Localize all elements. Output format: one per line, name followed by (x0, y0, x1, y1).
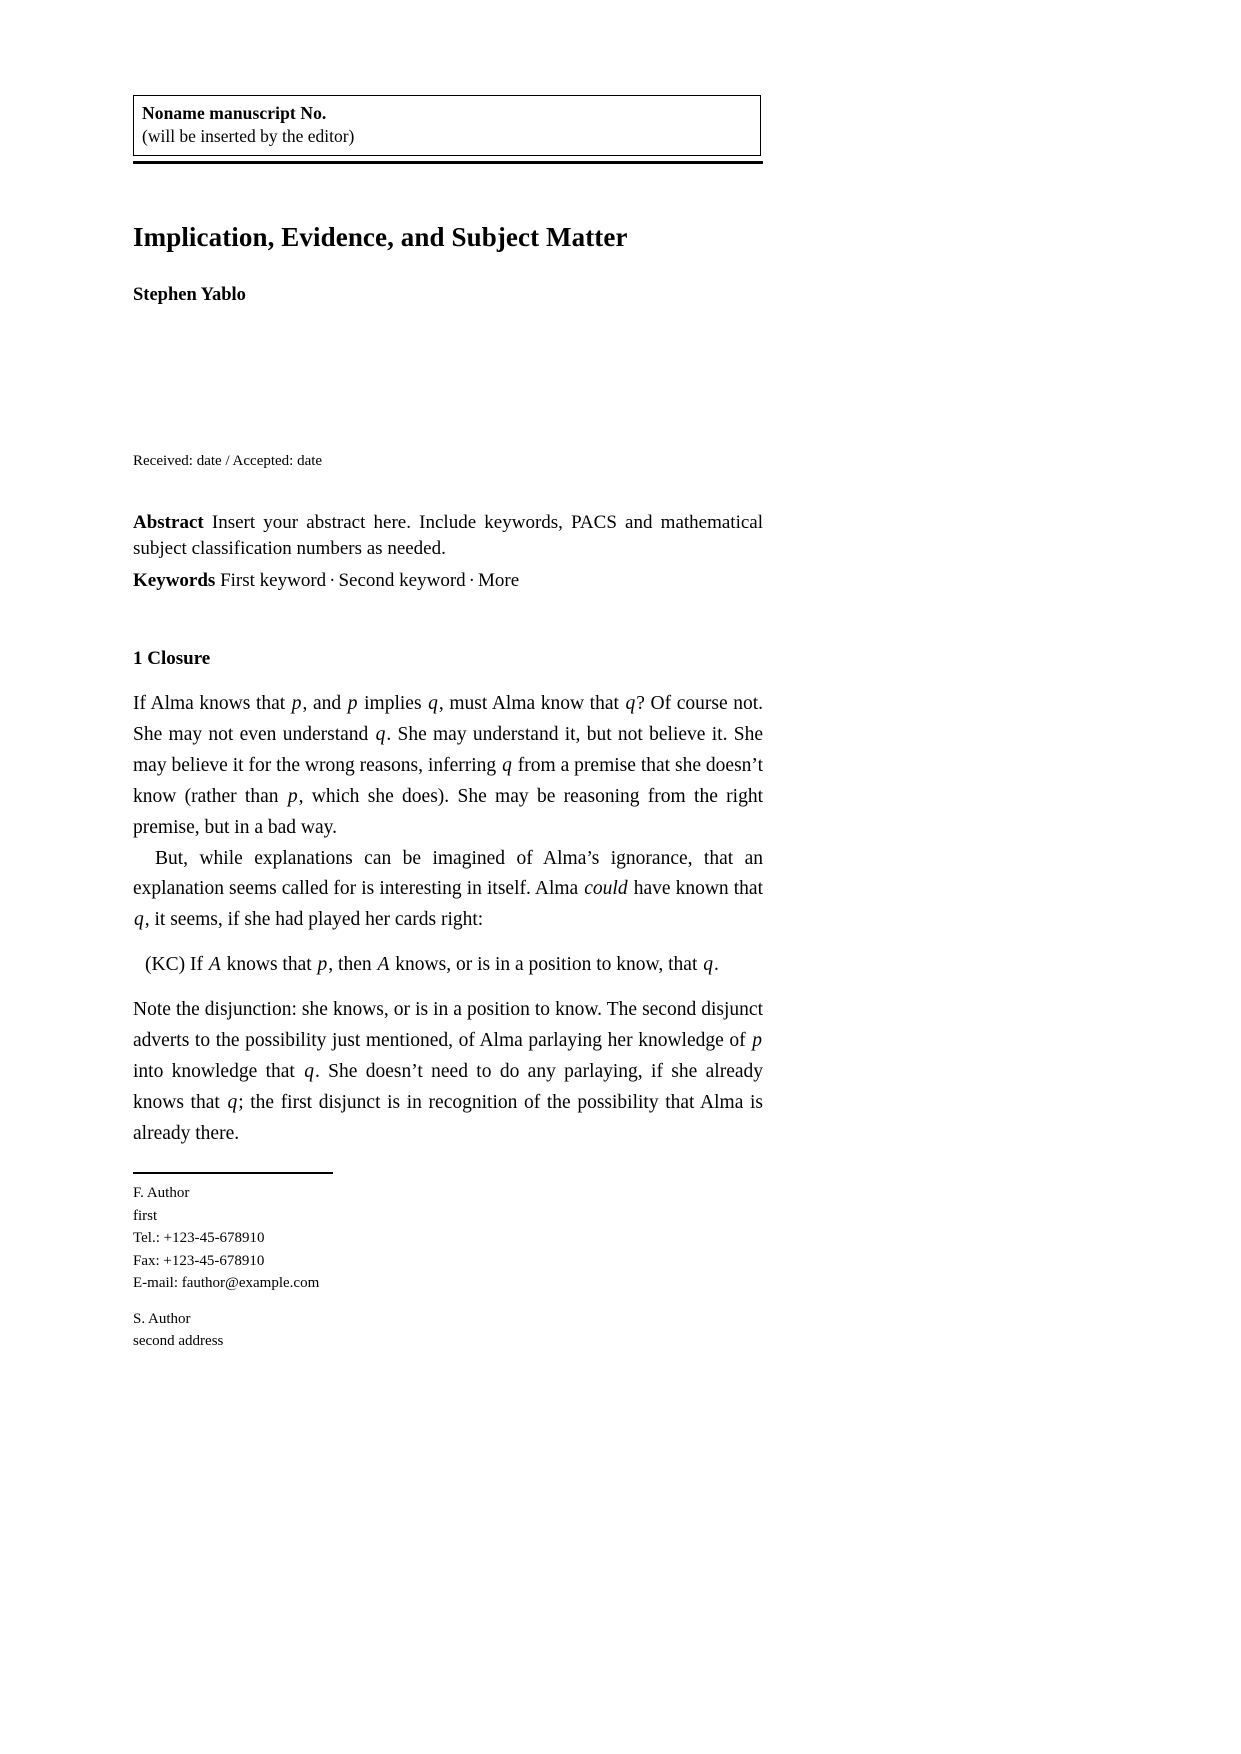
text-run: But, while explanations can be imagined of Alma’s ignorance, that an explanation seems called for is interesting in itself. Alma (133, 847, 763, 900)
manuscript-number-note: (will be inserted by the editor) (142, 125, 355, 146)
math-var: p (317, 954, 328, 976)
footnote-author-1 (133, 1182, 633, 1295)
footnote-author-name: F. Author (133, 1185, 190, 1201)
text-run: knows, or is in a position to know, that (390, 954, 703, 976)
text-run: implies (358, 693, 428, 714)
footnote-author-2 (133, 1308, 633, 1353)
text-run: , then (328, 954, 377, 976)
math-var: p (347, 693, 358, 714)
header-rule (133, 161, 763, 164)
text-run: , it seems, if she had played her cards right: (144, 909, 484, 931)
math-var: q (304, 1060, 314, 1082)
math-var: q (227, 1091, 238, 1113)
keyword-separator-2: · (468, 570, 475, 591)
text-run: ? Of course not. She may not even understand (133, 693, 763, 745)
text-run: ; the first disjunct is in recognition of the possibility that Alma is already there. (133, 1091, 763, 1144)
emphasis-could: could (584, 878, 628, 900)
math-var: p (752, 1030, 762, 1052)
math-var: q (428, 693, 438, 714)
paragraph-1 (133, 689, 763, 844)
author-name: Stephen Yablo (133, 285, 246, 305)
math-var: q (625, 693, 636, 714)
text-run: . She may understand it, but not believe it. She may believe it for the wrong reasons, inferring (133, 723, 763, 776)
text-run: , which she does). She may be reasoning from the right premise, but in a bad way. (133, 785, 763, 838)
math-var: q (134, 909, 144, 931)
text-run: If Alma knows that (133, 693, 291, 714)
abstract-text: Insert your abstract here. Include keywords, PACS and mathematical subject classification numbers as needed. (133, 512, 763, 559)
paragraph-3 (133, 995, 763, 1150)
math-var: p (291, 693, 302, 714)
text-run: . (713, 954, 719, 976)
keywords-label: Keywords (133, 570, 216, 591)
text-run: . She doesn’t need to do any parlaying, if she already knows that (133, 1060, 764, 1113)
math-var: q (375, 723, 386, 745)
abstract-block (133, 510, 763, 562)
footnote-author-tel: Tel.: +123-45-678910 (133, 1230, 265, 1246)
footnote-author-email[interactable]: E-mail: fauthor@example.com (133, 1275, 320, 1291)
math-var: A (377, 954, 390, 976)
section-heading-closure: 1 Closure (133, 648, 211, 669)
paragraph-2 (133, 844, 763, 937)
math-var: q (703, 954, 713, 976)
text-run: knows that (221, 954, 317, 976)
text-run: into knowledge that (133, 1060, 304, 1082)
text-run: Note the disjunction: she knows, or is in a position to know. The second disjunct adverts to the possibility just mentioned, of Alma parlaying her knowledge of (133, 999, 763, 1052)
math-var: p (287, 785, 298, 807)
kc-label: (KC) (145, 954, 186, 976)
displayed-principle-kc (133, 950, 763, 981)
text-run: have known that (628, 878, 763, 900)
text-run: from a premise that she doesn’t know (rather than (133, 754, 763, 807)
keyword-item-3: More (477, 570, 520, 591)
footnote-rule (133, 1172, 333, 1174)
footnote-author-name: S. Author (133, 1310, 191, 1327)
footnote-author-address: first (133, 1207, 158, 1224)
footnote-block (133, 1182, 633, 1353)
page-title: Implication, Evidence, and Subject Matter (133, 222, 628, 252)
keyword-item-2: Second keyword (338, 570, 466, 591)
manuscript-number-box (133, 95, 761, 156)
text-run: , and (302, 693, 347, 714)
keyword-separator-1: · (329, 570, 336, 591)
keyword-item-1: First keyword (220, 570, 327, 591)
text-run: , must Alma know that (438, 693, 625, 714)
abstract-label: Abstract (133, 512, 204, 533)
text-run: If (185, 954, 208, 976)
manuscript-number-label: Noname manuscript No. (142, 103, 327, 123)
math-var: A (208, 954, 221, 976)
footnote-author-address: second address (133, 1333, 224, 1349)
footnote-author-fax: Fax: +123-45-678910 (133, 1252, 265, 1269)
math-var: q (502, 754, 512, 776)
received-accepted-line: Received: date / Accepted: date (133, 453, 323, 469)
keywords-block (133, 568, 763, 594)
body-text (133, 689, 763, 1150)
